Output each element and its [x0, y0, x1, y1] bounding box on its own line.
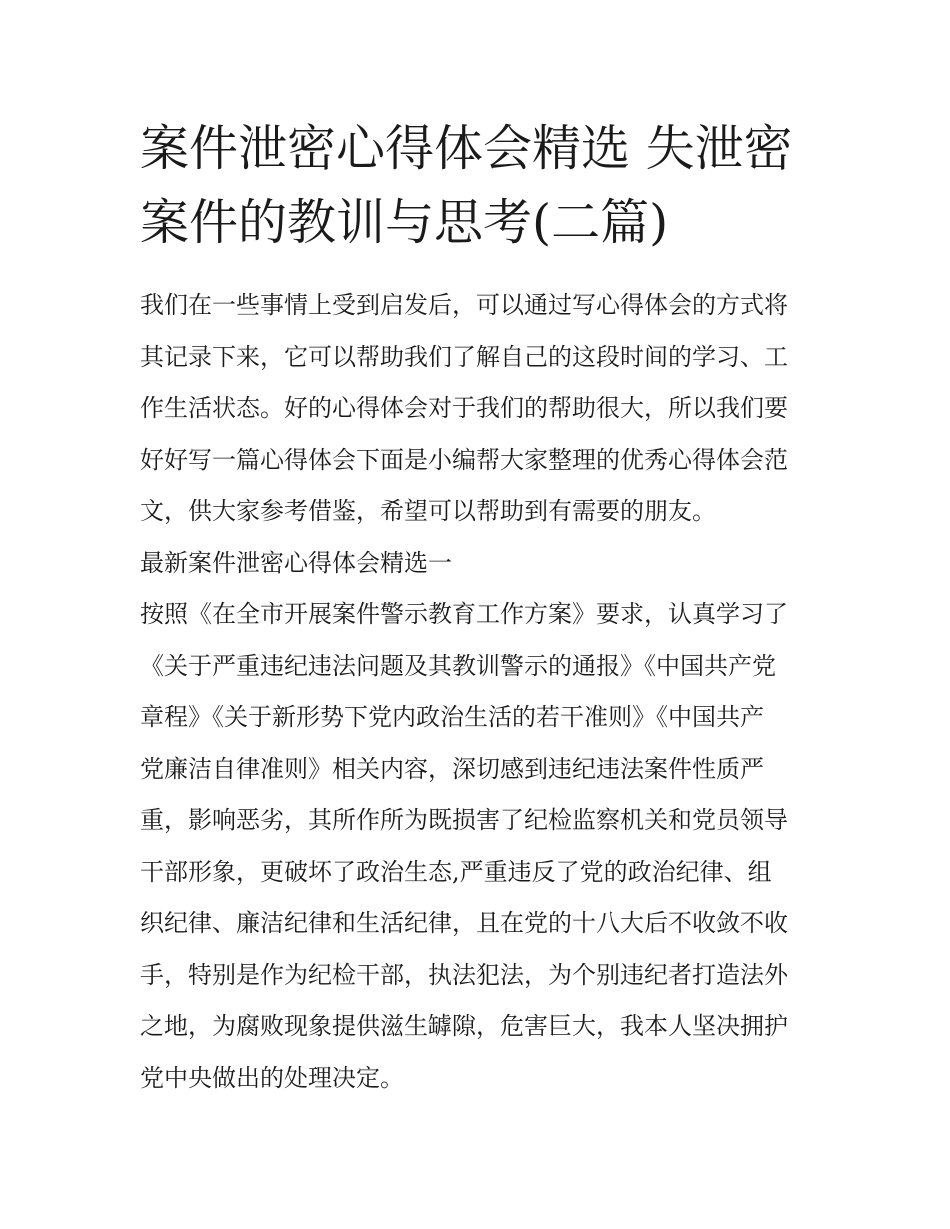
- intro-paragraph: [140, 280, 812, 538]
- section-line-6: 干部形象，更破坏了政治生态,严重违反了党的政治纪律、组: [140, 857, 772, 886]
- document-title: [140, 112, 812, 260]
- intro-line-5: 文，供大家参考借鉴，希望可以帮助到有需要的朋友。: [140, 497, 716, 525]
- section-line-4: 党廉洁自律准则》相关内容，深切感到违纪违法案件性质严: [140, 754, 764, 783]
- section-line-1: 按照《在全市开展案件警示教育工作方案》要求，认真学习了: [140, 600, 788, 628]
- intro-line-4: 好好写一篇心得体会下面是小编帮大家整理的优秀心得体会范: [140, 445, 788, 474]
- section-line-2: 《关于严重违纪违法问题及其教训警示的通报》《中国共产党: [140, 651, 776, 680]
- intro-line-3: 作生活状态。好的心得体会对于我们的帮助很大，所以我们要: [140, 394, 788, 422]
- section-line-9: 之地，为腐败现象提供滋生罅隙，危害巨大，我本人坚决拥护: [140, 1012, 788, 1040]
- section-line-8: 手，特别是作为纪检干部，执法犯法，为个别违纪者打造法外: [140, 960, 788, 989]
- section-line-5: 重，影响恶劣，其所作所为既损害了纪检监察机关和党员领导: [140, 806, 788, 834]
- section-heading: [140, 538, 812, 590]
- section-line-10: 党中央做出的处理决定。: [140, 1063, 404, 1092]
- document-page: [140, 112, 812, 1104]
- document-body: [140, 280, 812, 1104]
- title-line-1: 案件泄密心得体会精选 失泄密: [140, 120, 793, 177]
- intro-line-2: 其记录下来，它可以帮助我们了解自己的这段时间的学习、工: [140, 342, 788, 371]
- section-line-7: 织纪律、廉洁纪律和生活纪律，且在党的十八大后不收敛不收: [140, 909, 788, 937]
- title-line-2: 案件的教训与思考(二篇): [140, 194, 669, 251]
- intro-line-1: 我们在一些事情上受到启发后，可以通过写心得体会的方式将: [140, 291, 788, 319]
- section-paragraph: [140, 589, 812, 1104]
- section-line-3: 章程》《关于新形势下党内政治生活的若干准则》《中国共产: [140, 703, 764, 731]
- section-heading-text: 最新案件泄密心得体会精选一: [140, 548, 452, 577]
